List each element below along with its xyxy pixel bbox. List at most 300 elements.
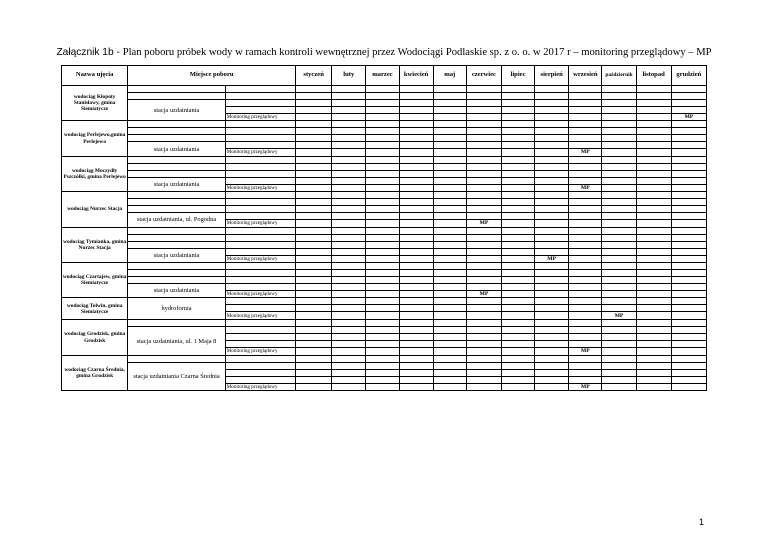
month-cell: [332, 284, 366, 291]
month-cell: [535, 277, 569, 284]
empty-cell: [225, 376, 295, 383]
month-cell: [602, 320, 636, 327]
month-cell: [636, 291, 671, 298]
month-cell: [366, 100, 399, 107]
month-cell: [433, 334, 466, 341]
month-cell: [636, 86, 671, 93]
month-cell: [501, 213, 534, 220]
month-cell: [366, 348, 399, 355]
intake-name: wodociąg Czartajew, gmina Siemiatycze: [62, 263, 128, 298]
table-row: [62, 199, 707, 206]
month-cell: [636, 206, 671, 213]
month-cell: [501, 149, 534, 156]
table-row: [62, 206, 707, 213]
month-cell: [466, 270, 501, 277]
month-cell: [636, 270, 671, 277]
month-cell: [501, 320, 534, 327]
month-cell: [569, 135, 602, 142]
month-cell: [433, 177, 466, 184]
month-cell: [501, 241, 534, 248]
month-cell: [466, 170, 501, 177]
month-cell: [569, 305, 602, 312]
mp-marker: MP: [569, 184, 602, 191]
month-cell: [602, 177, 636, 184]
month-cell: [296, 355, 332, 362]
empty-cell: [225, 234, 295, 241]
month-cell: [671, 263, 706, 270]
month-cell: [399, 199, 433, 206]
header-name: Nazwa ujęcia: [62, 66, 128, 86]
table-row: [62, 298, 707, 305]
month-cell: [366, 93, 399, 100]
sampling-place: stacja uzdatniania, ul. 1 Maja 8: [128, 327, 225, 355]
month-cell: [535, 334, 569, 341]
mp-marker: MP: [466, 291, 501, 298]
month-cell: [366, 270, 399, 277]
month-cell: [332, 327, 366, 334]
month-cell: [602, 170, 636, 177]
month-cell: [466, 255, 501, 262]
month-cell: [569, 312, 602, 320]
month-cell: [671, 376, 706, 383]
month-cell: [296, 170, 332, 177]
header-month: czerwiec: [466, 66, 501, 86]
month-cell: [636, 163, 671, 170]
empty-cell: [225, 93, 295, 100]
empty-cell: [128, 199, 225, 206]
month-cell: [466, 156, 501, 163]
month-cell: [296, 234, 332, 241]
header-month: kwiecień: [399, 66, 433, 86]
month-cell: [671, 199, 706, 206]
empty-cell: [225, 298, 295, 305]
month-cell: [636, 199, 671, 206]
month-cell: [535, 206, 569, 213]
month-cell: [602, 213, 636, 220]
table-row: [62, 284, 707, 291]
month-cell: [399, 248, 433, 255]
month-cell: [501, 334, 534, 341]
month-cell: [602, 142, 636, 149]
month-cell: [433, 234, 466, 241]
month-cell: [433, 86, 466, 93]
month-cell: [569, 355, 602, 362]
month-cell: [399, 334, 433, 341]
month-cell: [366, 263, 399, 270]
month-cell: [466, 284, 501, 291]
month-cell: [671, 320, 706, 327]
month-cell: [501, 355, 534, 362]
empty-cell: [128, 227, 225, 234]
month-cell: [466, 234, 501, 241]
month-cell: [433, 305, 466, 312]
month-cell: [602, 341, 636, 348]
monitoring-type: Monitoring przeglądowy: [225, 149, 295, 156]
intake-name: wodociąg Nurzec Stacja: [62, 192, 128, 227]
month-cell: [296, 220, 332, 227]
month-cell: [366, 227, 399, 234]
header-month: sierpień: [535, 66, 569, 86]
month-cell: [671, 93, 706, 100]
table-row: [62, 362, 707, 369]
month-cell: [501, 248, 534, 255]
month-cell: [433, 107, 466, 114]
month-cell: [366, 334, 399, 341]
intake-name: wodociąg Perlejewo,gmina Perlejewo: [62, 121, 128, 156]
month-cell: [433, 298, 466, 305]
empty-cell: [128, 234, 225, 241]
month-cell: [399, 298, 433, 305]
table-row: [62, 248, 707, 255]
mp-marker: MP: [466, 220, 501, 227]
month-cell: [501, 362, 534, 369]
month-cell: [466, 121, 501, 128]
month-cell: [671, 291, 706, 298]
month-cell: [569, 320, 602, 327]
header-month: listopad: [636, 66, 671, 86]
month-cell: [569, 170, 602, 177]
header-place: Miejsce poboru: [128, 66, 296, 86]
month-cell: [671, 163, 706, 170]
month-cell: [366, 327, 399, 334]
month-cell: [466, 355, 501, 362]
month-cell: [636, 170, 671, 177]
month-cell: [296, 305, 332, 312]
month-cell: [501, 107, 534, 114]
sampling-place: stacja uzdatniania: [128, 284, 225, 298]
month-cell: [366, 298, 399, 305]
month-cell: [296, 199, 332, 206]
empty-cell: [225, 362, 295, 369]
table-row: [62, 277, 707, 284]
month-cell: [535, 135, 569, 142]
month-cell: [501, 234, 534, 241]
month-cell: [366, 177, 399, 184]
month-cell: [366, 86, 399, 93]
month-cell: [296, 270, 332, 277]
month-cell: [332, 220, 366, 227]
month-cell: [569, 100, 602, 107]
month-cell: [296, 369, 332, 376]
sampling-place: stacja uzdatniania, ul. Pogodna: [128, 213, 225, 227]
month-cell: [602, 135, 636, 142]
header-month: październik: [602, 66, 636, 86]
month-cell: [466, 277, 501, 284]
month-cell: [569, 369, 602, 376]
month-cell: [366, 305, 399, 312]
month-cell: [501, 100, 534, 107]
month-cell: [636, 149, 671, 156]
month-cell: [535, 312, 569, 320]
month-cell: [501, 220, 534, 227]
month-cell: [671, 369, 706, 376]
month-cell: [332, 355, 366, 362]
month-cell: [399, 128, 433, 135]
month-cell: [433, 170, 466, 177]
month-cell: [535, 320, 569, 327]
month-cell: [466, 369, 501, 376]
month-cell: [671, 327, 706, 334]
empty-cell: [225, 121, 295, 128]
month-cell: [636, 142, 671, 149]
page-number: 1: [699, 517, 705, 527]
empty-cell: [128, 93, 225, 100]
month-cell: [636, 128, 671, 135]
month-cell: [296, 348, 332, 355]
table-row: [62, 234, 707, 241]
month-cell: [332, 291, 366, 298]
sampling-plan-table: [61, 65, 707, 391]
month-cell: [296, 107, 332, 114]
month-cell: [501, 163, 534, 170]
month-cell: [366, 255, 399, 262]
month-cell: [466, 163, 501, 170]
empty-cell: [128, 277, 225, 284]
month-cell: [296, 156, 332, 163]
month-cell: [671, 312, 706, 320]
month-cell: [296, 128, 332, 135]
month-cell: [433, 135, 466, 142]
month-cell: [569, 255, 602, 262]
month-cell: [501, 227, 534, 234]
month-cell: [366, 320, 399, 327]
month-cell: [671, 255, 706, 262]
month-cell: [569, 270, 602, 277]
month-cell: [569, 334, 602, 341]
month-cell: [332, 192, 366, 199]
empty-cell: [128, 121, 225, 128]
month-cell: [332, 348, 366, 355]
table-row: [62, 100, 707, 107]
month-cell: [602, 192, 636, 199]
monitoring-type: Monitoring przeglądowy: [225, 184, 295, 191]
month-cell: [602, 114, 636, 121]
empty-cell: [128, 263, 225, 270]
month-cell: [535, 128, 569, 135]
month-cell: [366, 156, 399, 163]
month-cell: [332, 255, 366, 262]
monitoring-type: Monitoring przeglądowy: [225, 114, 295, 121]
month-cell: [466, 241, 501, 248]
month-cell: [433, 241, 466, 248]
month-cell: [332, 121, 366, 128]
month-cell: [671, 284, 706, 291]
month-cell: [466, 184, 501, 191]
month-cell: [636, 241, 671, 248]
month-cell: [399, 149, 433, 156]
month-cell: [535, 362, 569, 369]
month-cell: [296, 142, 332, 149]
month-cell: [399, 255, 433, 262]
month-cell: [569, 298, 602, 305]
month-cell: [636, 213, 671, 220]
month-cell: [366, 149, 399, 156]
month-cell: [433, 93, 466, 100]
month-cell: [399, 320, 433, 327]
month-cell: [501, 270, 534, 277]
month-cell: [569, 277, 602, 284]
month-cell: [332, 184, 366, 191]
month-cell: [433, 327, 466, 334]
month-cell: [535, 270, 569, 277]
month-cell: [636, 355, 671, 362]
month-cell: [332, 234, 366, 241]
month-cell: [671, 383, 706, 390]
month-cell: [569, 241, 602, 248]
month-cell: [433, 312, 466, 320]
month-cell: [535, 376, 569, 383]
table-row: [62, 263, 707, 270]
month-cell: [671, 121, 706, 128]
month-cell: [433, 255, 466, 262]
month-cell: [399, 348, 433, 355]
month-cell: [671, 142, 706, 149]
month-cell: [636, 121, 671, 128]
month-cell: [366, 213, 399, 220]
month-cell: [636, 234, 671, 241]
month-cell: [366, 142, 399, 149]
month-cell: [636, 227, 671, 234]
month-cell: [602, 156, 636, 163]
month-cell: [569, 156, 602, 163]
month-cell: [501, 170, 534, 177]
month-cell: [332, 93, 366, 100]
month-cell: [636, 284, 671, 291]
empty-cell: [225, 142, 295, 149]
month-cell: [296, 177, 332, 184]
month-cell: [399, 362, 433, 369]
empty-cell: [128, 163, 225, 170]
month-cell: [671, 277, 706, 284]
month-cell: [535, 177, 569, 184]
empty-cell: [225, 355, 295, 362]
header-month: luty: [332, 66, 366, 86]
month-cell: [296, 277, 332, 284]
month-cell: [636, 248, 671, 255]
month-cell: [366, 128, 399, 135]
empty-cell: [225, 135, 295, 142]
month-cell: [332, 100, 366, 107]
intake-name: wodociąg Kłopoty Stanisławy, gmina Siemiatycze: [62, 86, 128, 121]
month-cell: [569, 107, 602, 114]
month-cell: [366, 234, 399, 241]
table-row: [62, 355, 707, 362]
month-cell: [296, 100, 332, 107]
month-cell: [602, 128, 636, 135]
month-cell: [466, 213, 501, 220]
month-cell: [569, 199, 602, 206]
empty-cell: [225, 86, 295, 93]
month-cell: [535, 86, 569, 93]
month-cell: [366, 192, 399, 199]
table-row: [62, 142, 707, 149]
month-cell: [535, 227, 569, 234]
month-cell: [399, 206, 433, 213]
month-cell: [296, 213, 332, 220]
month-cell: [466, 263, 501, 270]
month-cell: [636, 362, 671, 369]
month-cell: [366, 135, 399, 142]
intake-name: wodociąg Tymianka, gmina Nurzec Stacja: [62, 227, 128, 262]
month-cell: [671, 184, 706, 191]
month-cell: [535, 100, 569, 107]
month-cell: [602, 184, 636, 191]
month-cell: [671, 156, 706, 163]
month-cell: [671, 128, 706, 135]
month-cell: [332, 199, 366, 206]
empty-cell: [225, 163, 295, 170]
month-cell: [433, 163, 466, 170]
month-cell: [569, 206, 602, 213]
month-cell: [535, 192, 569, 199]
month-cell: [636, 135, 671, 142]
month-cell: [332, 369, 366, 376]
month-cell: [399, 170, 433, 177]
month-cell: [501, 376, 534, 383]
empty-cell: [225, 170, 295, 177]
month-cell: [602, 199, 636, 206]
month-cell: [466, 376, 501, 383]
mp-marker: MP: [569, 383, 602, 390]
month-cell: [501, 369, 534, 376]
month-cell: [366, 220, 399, 227]
month-cell: [671, 100, 706, 107]
month-cell: [466, 312, 501, 320]
month-cell: [535, 220, 569, 227]
empty-cell: [128, 170, 225, 177]
month-cell: [433, 291, 466, 298]
month-cell: [296, 86, 332, 93]
month-cell: [671, 170, 706, 177]
month-cell: [433, 220, 466, 227]
month-cell: [501, 121, 534, 128]
month-cell: [602, 241, 636, 248]
month-cell: [332, 305, 366, 312]
month-cell: [535, 107, 569, 114]
month-cell: [671, 362, 706, 369]
month-cell: [466, 135, 501, 142]
month-cell: [366, 291, 399, 298]
month-cell: [602, 206, 636, 213]
table-row: [62, 241, 707, 248]
month-cell: [433, 100, 466, 107]
month-cell: [433, 213, 466, 220]
month-cell: [569, 327, 602, 334]
month-cell: [501, 177, 534, 184]
month-cell: [535, 114, 569, 121]
empty-cell: [225, 277, 295, 284]
empty-cell: [225, 206, 295, 213]
month-cell: [636, 341, 671, 348]
month-cell: [501, 199, 534, 206]
month-cell: [332, 277, 366, 284]
month-cell: [466, 334, 501, 341]
empty-cell: [128, 128, 225, 135]
month-cell: [501, 383, 534, 390]
mp-marker: MP: [671, 114, 706, 121]
sampling-place: stacja uzdatniania: [128, 248, 225, 262]
month-cell: [399, 277, 433, 284]
intake-name: wodociąg Tołwin, gmina Siemiatycze: [62, 298, 128, 320]
month-cell: [671, 149, 706, 156]
month-cell: [636, 369, 671, 376]
month-cell: [399, 156, 433, 163]
month-cell: [399, 142, 433, 149]
month-cell: [366, 277, 399, 284]
empty-cell: [225, 156, 295, 163]
month-cell: [602, 163, 636, 170]
month-cell: [535, 348, 569, 355]
